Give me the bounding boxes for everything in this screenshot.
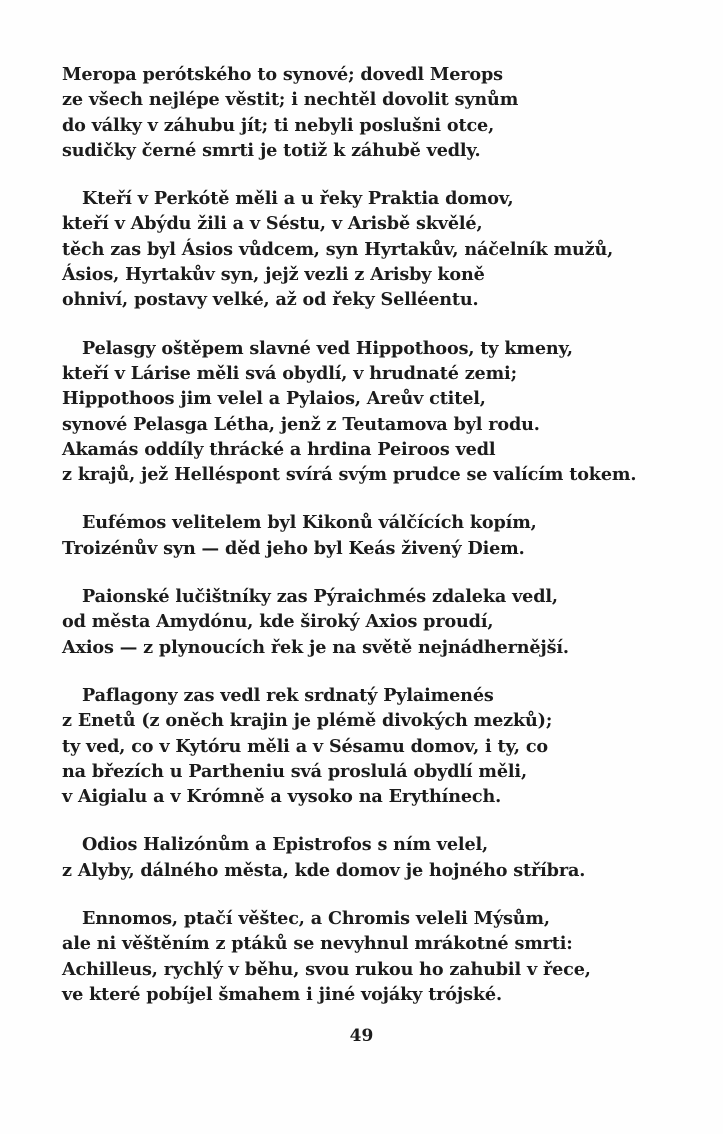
verse-line: Achilleus, rychlý v běhu, svou rukou ho zahubil v řece, bbox=[62, 958, 591, 980]
verse-line: od města Amydónu, kde široký Axios proudí, bbox=[62, 611, 494, 633]
stanza bbox=[62, 832, 702, 883]
stanza bbox=[62, 510, 702, 561]
verse-line: sudičky černé smrti je totiž k záhubě vedly. bbox=[62, 139, 481, 161]
stanza bbox=[62, 62, 702, 163]
verse-line: z Enetů (z oněch krajin je plémě divokých mezků); bbox=[62, 710, 553, 732]
verse-line: Kteří v Perkótě měli a u řeky Praktia domov, bbox=[82, 188, 514, 210]
verse-line: Hippothoos jim velel a Pylaios, Areův ctitel, bbox=[62, 388, 486, 410]
verse-line: Akamás oddíly thrácké a hrdina Peiroos vedl bbox=[62, 438, 496, 460]
stanza bbox=[62, 186, 702, 312]
verse-line: na březích u Partheniu svá proslulá obydlí měli, bbox=[62, 760, 527, 782]
stanza bbox=[62, 683, 702, 809]
poem-text bbox=[62, 62, 702, 1030]
verse-line: ve které pobíjel šmahem i jiné vojáky trójské. bbox=[62, 983, 502, 1005]
verse-line: do války v záhubu jít; ti nebyli poslušni otce, bbox=[62, 114, 495, 136]
verse-line: Pelasgy oštěpem slavné ved Hippothoos, ty kmeny, bbox=[82, 337, 573, 359]
verse-line: Paflagony zas vedl rek srdnatý Pylaimenés bbox=[82, 684, 494, 706]
verse-line: ohniví, postavy velké, až od řeky Selléentu. bbox=[62, 289, 479, 311]
verse-line: kteří v Abýdu žili a v Séstu, v Arisbě skvělé, bbox=[62, 213, 483, 235]
verse-line: synové Pelasga Létha, jenž z Teutamova byl rodu. bbox=[62, 413, 540, 435]
stanza bbox=[62, 584, 702, 660]
verse-line: Paionské lučištníky zas Pýraichmés zdaleka vedl, bbox=[82, 586, 558, 608]
verse-line: Odios Halizónům a Epistrofos s ním velel, bbox=[82, 834, 489, 856]
verse-line: kteří v Lárise měli svá obydlí, v hrudnaté zemi; bbox=[62, 362, 517, 384]
verse-line: ale ni věštěním z ptáků se nevyhnul mrákotné smrti: bbox=[62, 933, 573, 955]
verse-line: z krajů, jež Helléspont svírá svým prudce se valícím tokem. bbox=[62, 464, 637, 486]
verse-line: ty ved, co v Kytóru měli a v Sésamu domov, i ty, co bbox=[62, 735, 548, 757]
verse-line: těch zas byl Ásios vůdcem, syn Hyrtakův, náčelník mužů, bbox=[62, 238, 614, 260]
verse-line: Eufémos velitelem byl Kikonů válčících kopím, bbox=[82, 512, 537, 534]
verse-line: Axios — z plynoucích řek je na světě nejnádhernější. bbox=[62, 636, 569, 658]
page-number: 49 bbox=[349, 1026, 374, 1046]
verse-line: z Alyby, dálného města, kde domov je hojného stříbra. bbox=[62, 859, 586, 881]
stanza bbox=[62, 336, 702, 488]
verse-line: v Aigialu a v Krómně a vysoko na Erythínech. bbox=[62, 786, 502, 808]
verse-line: ze všech nejlépe věstit; i nechtěl dovolit synům bbox=[62, 89, 519, 111]
stanza bbox=[62, 906, 702, 1007]
verse-line: Troizénův syn — děd jeho byl Keás živený Diem. bbox=[62, 537, 525, 559]
verse-line: Ennomos, ptačí věštec, a Chromis veleli Mýsům, bbox=[82, 908, 550, 930]
verse-line: Meropa perótského to synové; dovedl Merops bbox=[62, 64, 503, 85]
verse-line: Ásios, Hyrtakův syn, jejž vezli z Arisby koně bbox=[62, 264, 485, 286]
